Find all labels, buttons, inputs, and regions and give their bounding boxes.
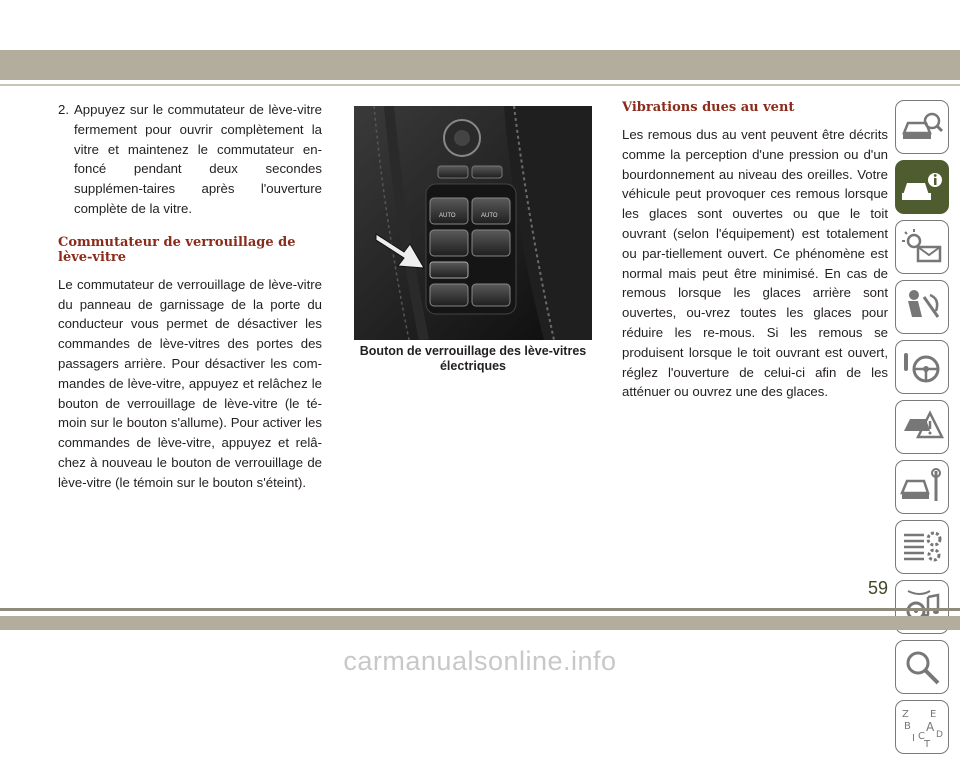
dashboard-warning-icon <box>900 227 944 267</box>
tab-car-wrench[interactable] <box>895 460 949 514</box>
figure-caption: Bouton de verrouillage des lève-vitres électriques <box>359 344 587 373</box>
tab-car-search[interactable] <box>895 100 949 154</box>
section-body-window-lock: Le commutateur de verrouillage de lève-vitre du panneau de garnissage de la porte du conducteur vous permet de désactiver les commandes de lève-vitres des portes des passagers arrière. Pour désactiver les com-mandes de lève-vitre, appuyez et relâchez le bouton de verrouillage de lève-vitre (le té-moin sur le bouton s'allume). Pour activer les commandes de lève-vitre, appuyez et relâ-chez à nouveau le bouton de verrouillage de lève-vitre (le témoin sur le bouton s'éteint). <box>58 276 322 490</box>
left-column <box>58 100 322 493</box>
tab-steering-wheel[interactable] <box>895 340 949 394</box>
specifications-icon <box>900 527 944 567</box>
svg-text:Z: Z <box>902 709 909 720</box>
window-switch-photo <box>354 106 592 340</box>
svg-text:A: A <box>926 720 935 734</box>
seat-airbag-icon <box>900 287 944 327</box>
svg-text:I: I <box>912 733 915 744</box>
list-item <box>58 100 322 219</box>
tab-index[interactable] <box>895 700 949 754</box>
header-rule <box>0 84 960 86</box>
tab-car-info[interactable] <box>895 160 949 214</box>
auto-label: AUTO <box>481 213 498 219</box>
footer-band <box>0 616 960 630</box>
auto-label: AUTO <box>439 213 456 219</box>
watermark: carmanualsonline.info <box>343 646 617 676</box>
section-heading-window-lock: Commutateur de verrouillage de lève-vitre <box>58 234 296 265</box>
car-search-icon <box>900 107 944 147</box>
svg-text:D: D <box>936 730 943 740</box>
svg-text:T: T <box>924 739 931 747</box>
tab-seat-airbag[interactable] <box>895 280 949 334</box>
car-hazard-icon <box>900 407 944 447</box>
car-wrench-icon <box>900 467 944 507</box>
header-band <box>0 50 960 80</box>
section-heading-wind-buffeting: Vibrations dues au vent <box>622 100 795 115</box>
svg-text:E: E <box>930 709 937 720</box>
svg-text:C: C <box>918 731 925 742</box>
tab-dashboard-warning[interactable] <box>895 220 949 274</box>
section-body-wind-buffeting: Les remous dus au vent peuvent être décrits comme la perception d'une pression ou d'un bourdonnement au niveau des oreilles. Votre véhicule peut provoquer ces remous lorsque les glaces sont ouvertes ou que le toit ouvrant (selon l'équipement) est totalement ou par-tiellement ouvert. Ce phénomène est normal mais peut être minimisé. En cas de remous lorsque les glaces arrière sont ouvertes, ou-vrez toutes les glaces pour réduire les re-mous. Si les remous se produisent lorsque le toit ouvrant est ouvert, réglez l'ouverture de celui-ci afin de les atténuer ou ouvrez une des glaces. <box>622 127 888 400</box>
right-column <box>622 100 888 402</box>
door-panel-illustration <box>354 106 592 340</box>
tab-specifications[interactable] <box>895 520 949 574</box>
page-number: 59 <box>868 578 889 598</box>
tab-car-hazard[interactable] <box>895 400 949 454</box>
car-info-icon <box>900 167 944 207</box>
footer-rule <box>0 608 960 611</box>
list-text: Appuyez sur le commutateur de lève-vitre fermement pour ouvrir complètement la vitre et maintenez le commutateur en-foncé pendant deux secondes supplémen-taires après l'ouverture complète de la vitre. <box>74 102 322 216</box>
svg-text:B: B <box>904 721 911 732</box>
index-letters-icon <box>900 707 944 747</box>
steering-wheel-icon <box>900 347 944 387</box>
list-number: 2. <box>58 102 69 117</box>
